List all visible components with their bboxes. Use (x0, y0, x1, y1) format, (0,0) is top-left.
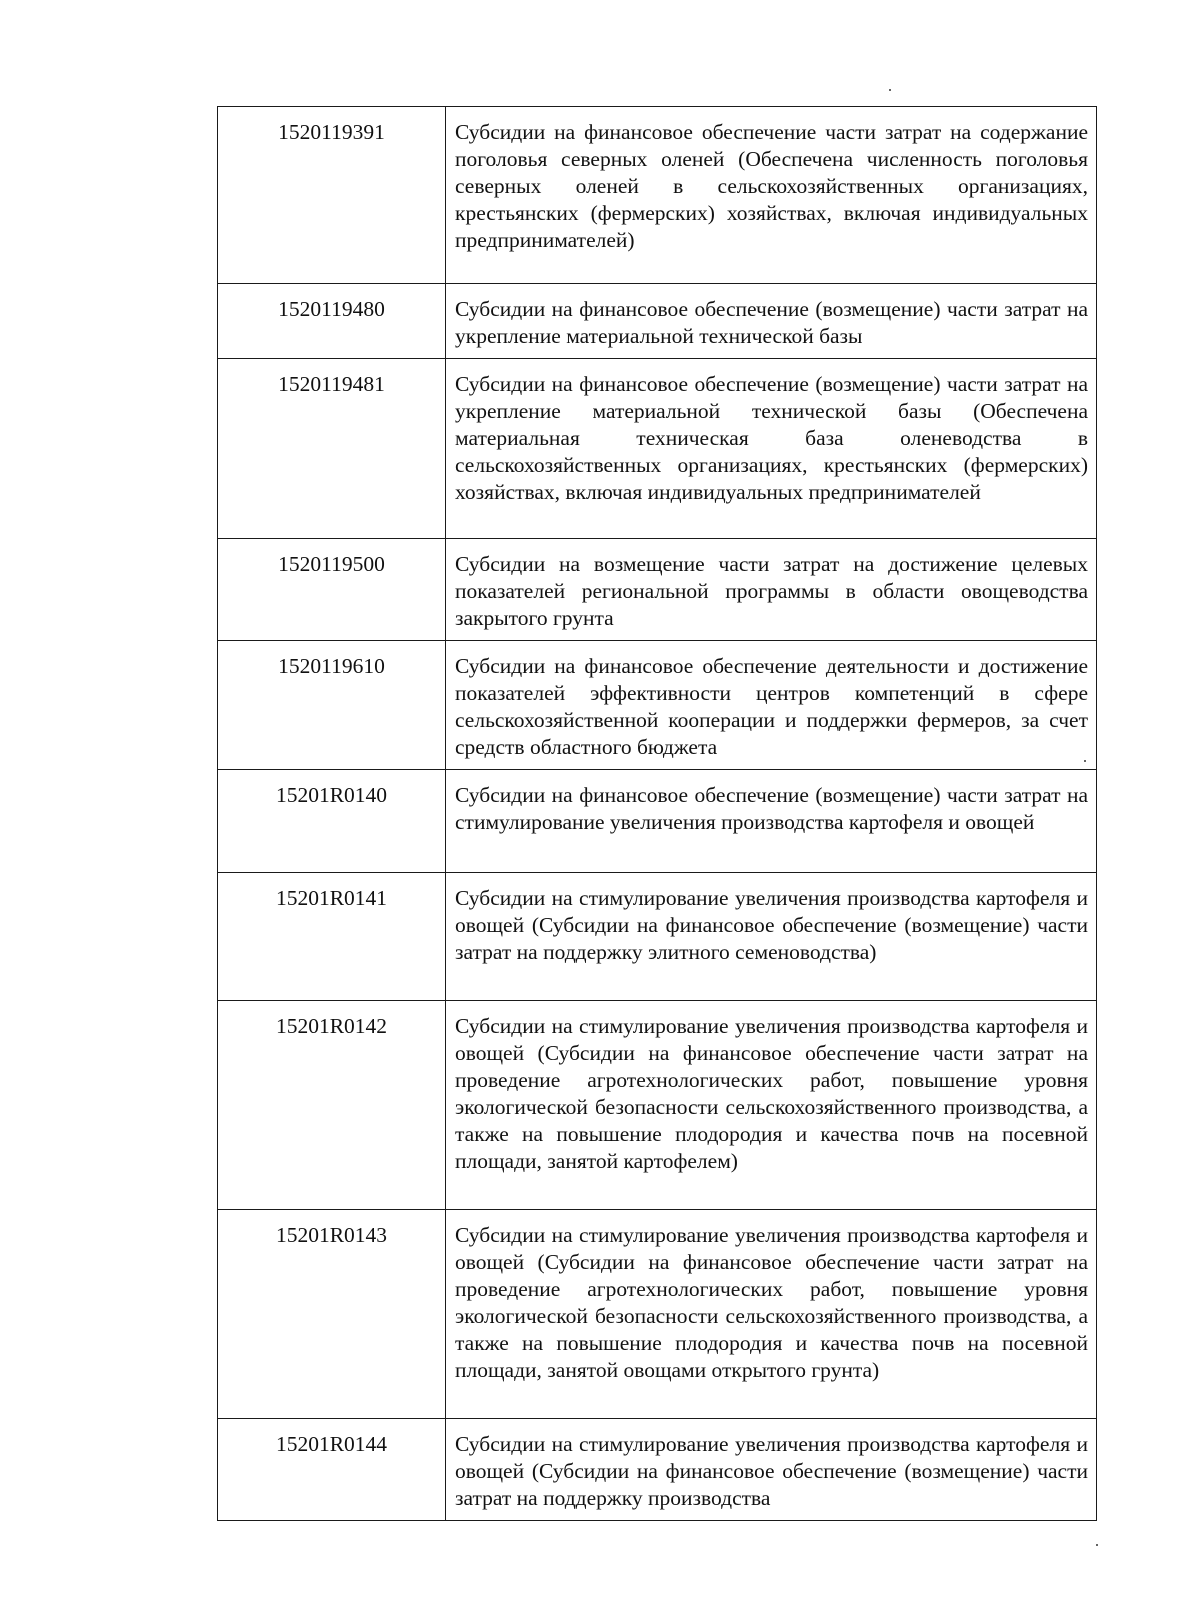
table-row (218, 284, 1097, 359)
table-row (218, 1419, 1097, 1521)
table-row (218, 359, 1097, 539)
row-code: 15201R0140 (218, 770, 446, 873)
table-row (218, 1210, 1097, 1419)
row-code: 1520119481 (218, 359, 446, 539)
row-code: 15201R0144 (218, 1419, 446, 1521)
row-code: 15201R0143 (218, 1210, 446, 1419)
row-code: 1520119610 (218, 641, 446, 770)
scan-speck (889, 89, 891, 91)
row-description: Субсидии на стимулирование увеличения производства картофеля и овощей (Субсидии на финансовое обеспечение (возмещение) части затрат на поддержку элитного семеноводства) (446, 873, 1097, 1001)
row-code: 15201R0142 (218, 1001, 446, 1210)
row-code: 1520119500 (218, 539, 446, 641)
row-description: Субсидии на финансовое обеспечение деятельности и достижение показателей эффективности центров компетенций в сфере сельскохозяйственной кооперации и поддержки фермеров, за счет средств областного бюджета (446, 641, 1097, 770)
row-code: 15201R0141 (218, 873, 446, 1001)
table-row (218, 539, 1097, 641)
table-row (218, 1001, 1097, 1210)
row-code: 1520119480 (218, 284, 446, 359)
table-row (218, 107, 1097, 284)
row-description: Субсидии на финансовое обеспечение (возмещение) части затрат на укрепление материальной технической базы (446, 284, 1097, 359)
row-description: Субсидии на финансовое обеспечение (возмещение) части затрат на укрепление материальной технической базы (Обеспечена материальная техническая база оленеводства в сельскохозяйственных организациях, крестьянских (фермерских) хозяйствах, включая индивидуальных предпринимателей (446, 359, 1097, 539)
budget-codes-table (217, 106, 1097, 1521)
row-description: Субсидии на стимулирование увеличения производства картофеля и овощей (Субсидии на финансовое обеспечение части затрат на проведение агротехнологических работ, повышение уровня экологической безопасности сельскохозяйственного производства, а также на повышение плодородия и качества почв на посевной площади, занятой овощами открытого грунта) (446, 1210, 1097, 1419)
row-code: 1520119391 (218, 107, 446, 284)
row-description: Субсидии на стимулирование увеличения производства картофеля и овощей (Субсидии на финансовое обеспечение части затрат на проведение агротехнологических работ, повышение уровня экологической безопасности сельскохозяйственного производства, а также на повышение плодородия и качества почв на посевной площади, занятой картофелем) (446, 1001, 1097, 1210)
scan-speck (1096, 1544, 1098, 1546)
table-row (218, 641, 1097, 770)
row-description: Субсидии на финансовое обеспечение (возмещение) части затрат на стимулирование увеличения производства картофеля и овощей (446, 770, 1097, 873)
table-row (218, 873, 1097, 1001)
scan-speck (1084, 760, 1086, 762)
row-description: Субсидии на финансовое обеспечение части затрат на содержание поголовья северных оленей (Обеспечена численность поголовья северных оленей в сельскохозяйственных организациях, крестьянских (фермерских) хозяйствах, включая индивидуальных предпринимателей) (446, 107, 1097, 284)
row-description: Субсидии на возмещение части затрат на достижение целевых показателей региональной программы в области овощеводства закрытого грунта (446, 539, 1097, 641)
row-description: Субсидии на стимулирование увеличения производства картофеля и овощей (Субсидии на финансовое обеспечение (возмещение) части затрат на поддержку производства (446, 1419, 1097, 1521)
table-row (218, 770, 1097, 873)
